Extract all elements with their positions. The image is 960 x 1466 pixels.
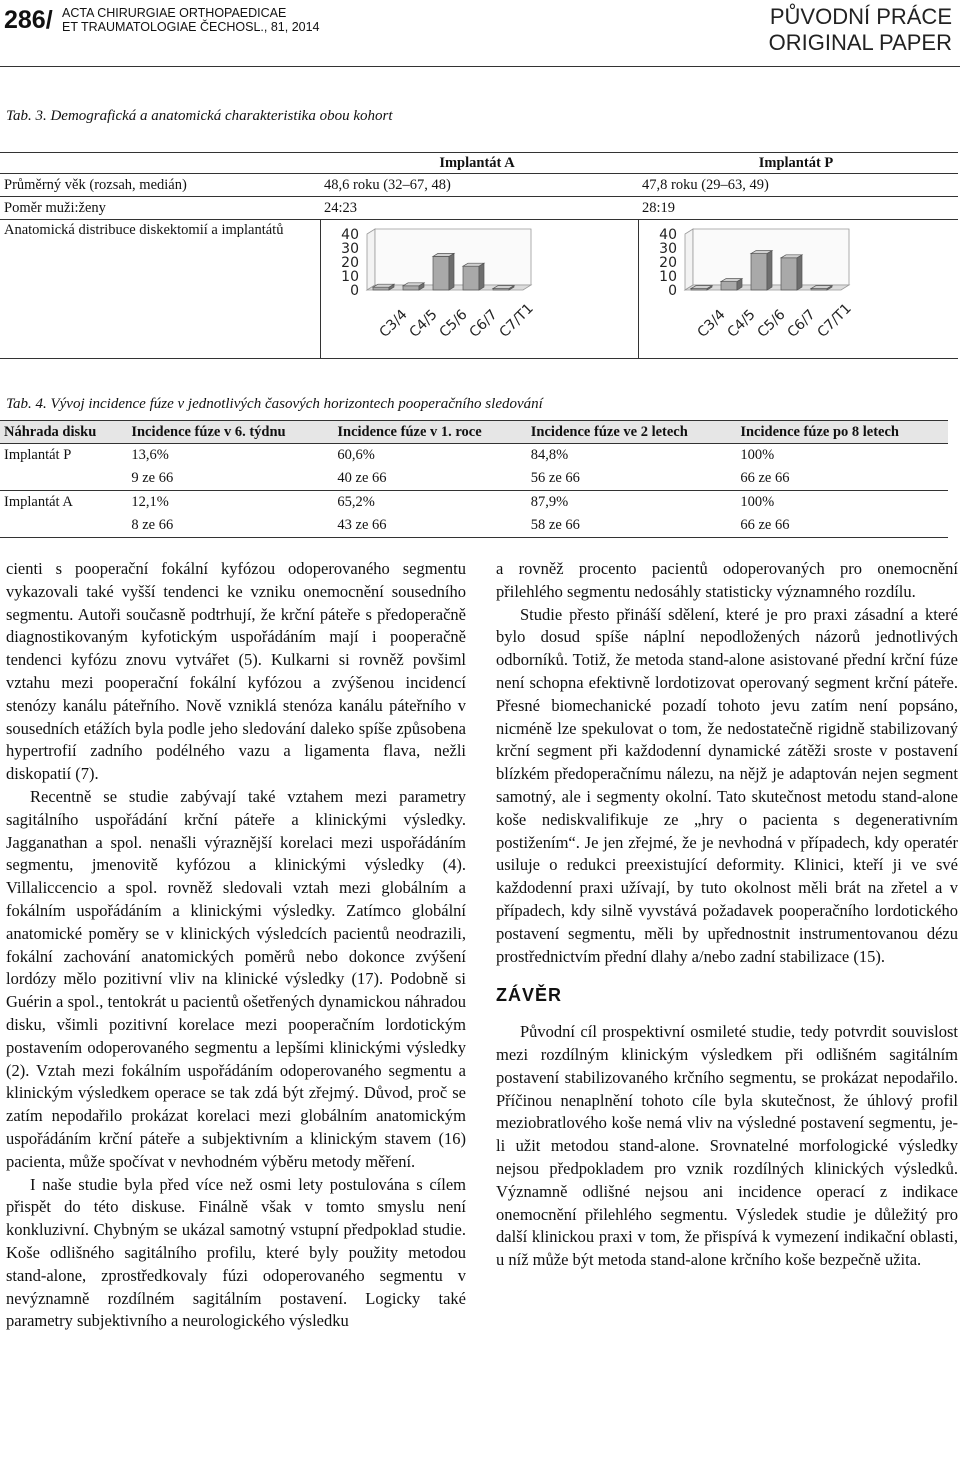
article-type (769, 4, 952, 56)
conclusion-paragraph: Původní cíl prospektivní osmileté studie, tedy potvrdit souvislost mezi rozdílným klinickým výsledkem při odlišném sagitálním postavení stabilizovaného krčního segmentu, se prokázat nepodařilo. Příčinou nenaplnění tohoto cíle byla skutečnost, že úhlový profil meziobratlového koše nemá vliv na výsledné postavení segmentu, je-li užit metodou stand-alone. Srovnatelné morfologické výsledky nejsou předpokladem pro vznik rozdílných klinických výsledků. Významně odlišné nejsou ani incidence operací z indikace onemocnění přilehlého segmentu. Výsledek studie je důležitý pro další klinickou praxi v tom, že přispívá k vymezení indikační oblasti, u níž může být metoda stand-alone krčního koše bezpečně užita. (496, 1022, 958, 1270)
table3-cell-a: 48,6 roku (32–67, 48) (320, 174, 638, 197)
bar-side (449, 253, 454, 290)
table4 (0, 420, 948, 538)
journal-name (62, 6, 320, 34)
x-tick-label: C5/6 (754, 306, 789, 341)
x-tick-label: C7/T1 (496, 300, 537, 341)
y-tick-label: 10 (658, 269, 677, 285)
chart-bar (433, 253, 454, 290)
table3-cell-p: 47,8 roku (29–63, 49) (638, 174, 958, 197)
x-tick-label: C4/5 (724, 306, 759, 341)
table3 (0, 152, 958, 359)
table4-cell: 13,6% (131, 447, 169, 463)
bar-front (403, 286, 419, 290)
table-row (0, 491, 948, 515)
table4-cell: 87,9% (530, 494, 569, 510)
chart-bar (463, 263, 484, 290)
table-row (0, 444, 948, 468)
table4-header: Incidence fúze po 8 letech (736, 421, 948, 444)
x-tick-label: C7/T1 (814, 300, 855, 341)
x-tick-label: C6/7 (466, 306, 501, 341)
bar-front (373, 287, 389, 290)
table4-cell: 100% (740, 494, 775, 510)
y-tick-label: 0 (349, 283, 359, 299)
article-type-czech: PŮVODNÍ PRÁCE (769, 4, 952, 29)
table4-cell: Implantát P (4, 447, 72, 463)
y-tick-label: 40 (658, 227, 677, 243)
right-text-column (496, 558, 958, 1272)
y-tick-label: 30 (340, 241, 359, 257)
paragraph: I naše studie byla před více než osmi lety postulována s cílem přispět do této diskuse. Finálně však v tomto smyslu není konkluzivní. Chybným se ukázal samotný vstupní předpoklad studie. Koše odlišného sagitálního profilu, které byly použity metodou stand-alone, zprostředkovaly fúzi odoperovaného segmentu v nevýznamně rozdílném sagitálním postavení. Logicky také parametry subjektivního a neurologického výsledku (6, 1174, 466, 1331)
paragraph: Studie přesto přináší sdělení, které je pro praxi zásadní a které bylo dosud spíše náplní nepodložených názorů jednotlivých odborníků. Totiž, že metoda stand-alone asistované přední krční fúze není schopna efektivně lordotizovat operovaný segment krční páteře. Přesné biomechanické pozadí tohoto jevu zatím není popsáno, nicméně lze spekulovat o tom, že nedostatečně rigidně stabilizovaný krční segment při každodenní dynamické zátěži sroste v postavení blízkém předoperačnímu nálezu, na nějž je adaptován nejen segment samotný, ale i segmenty okolní. Tato skutečnost metodu stand-alone koše nediskvalifikuje ze „hry o pacienta s degenerativním postižením“. Je jen zřejmé, že je nevhodná v případech, kdy operatér usiluje o redukci preexistující deformity. Klinici, kteří ji ve své každodenní praxi užívají, by tuto okolnost měli brát na zřetel a v případech, kdy silně vyvstává požadavek pooperačního lordotického postavení segmentu, měli by upřednostnit instrumentovanou dézu prostřednictvím přední dlahy a/nebo zadní stabilizace (15). (496, 604, 958, 966)
table4-caption: Tab. 4. Vývoj incidence fúze v jednotlivých časových horizontech pooperačního sledování (6, 396, 543, 412)
conclusion-heading: ZÁVĚR (496, 985, 563, 1006)
y-tick-label: 30 (658, 241, 677, 257)
paragraph: Recentně se studie zabývají také vztahem mezi parametry sagitálního uspořádání krční páteře a klinickými výsledky. Jagganathan a spol. nenašli výraznější korelaci mezi uspořádáním segmentu, jmenovitě kyfózou a klinickými výsledky (4). Villaliccencio a spol. rovněž sledovali vztah mezi globálním a fokálním uspořádáním a klinickými výsledky. Zatímco globální anatomické poměry se v klinických výsledcích pacientů neodrazili, fokální zachování anatomických poměrů nebo dokonce zvýšení lordózy mělo pozitivní vliv na klinické výsledky (17). Podobně si Guérin a spol., tentokrát u pacientů ošetřených dynamickou náhradou disku, všimli pozitivní korelace mezi pooperačním lordotickým postavením odoperovaného segmentu a lepšími klinickými výsledky (2). Vztah mezi fokálním uspořádáním odoperovaného segmentu a klinickým výsledkem operace se tak zdá být zřejmý. Důvod, proč se zatím nepodařilo prokázat korelaci mezi globálním anatomickým uspořádáním krční páteře a subjektivním a klinickým stavem (16) pacienta, může spočívat v nevhodném výběru metody měření. (6, 786, 466, 1171)
bar-chart-implant-p (643, 222, 883, 354)
table3-row-label: Průměrný věk (rozsah, medián) (0, 174, 320, 197)
journal-line-1: ACTA CHIRURGIAE ORTHOPAEDICAE (62, 6, 287, 20)
table-row (0, 514, 948, 538)
table4-cell: 43 ze 66 (333, 514, 526, 538)
table4-header: Incidence fúze v 6. týdnu (127, 421, 333, 444)
article-type-english: ORIGINAL PAPER (768, 30, 952, 55)
bar-front (463, 266, 479, 290)
table4-cell: 58 ze 66 (527, 514, 737, 538)
table3-cell-p: 28:19 (638, 197, 958, 220)
table4-cell (0, 514, 127, 538)
table4-cell: Implantát A (4, 494, 73, 510)
table3-header-implant-a: Implantát A (320, 153, 638, 174)
table4-header: Náhrada disku (0, 421, 127, 444)
chart-side-wall (367, 229, 375, 290)
journal-line-2: ET TRAUMATOLOGIAE ČECHOSL., 81, 2014 (62, 20, 320, 34)
chart-side-wall (685, 229, 693, 290)
table4-cell (0, 467, 127, 491)
table4-cell: 8 ze 66 (127, 514, 333, 538)
table3-header-empty (0, 153, 320, 174)
bar-side (797, 255, 802, 290)
bar-front (721, 282, 737, 290)
table4-cell: 66 ze 66 (736, 514, 948, 538)
paragraph: cienti s pooperační fokální kyfózou odoperovaného segmentu vykazovali také vyšší tendenci ke vzniku onemocnění sousedního segmentu. Autoři současně podtrhují, že krční páteře s předoperačně diagnostikovaným kyfotickým uspořádáním mají i pooperačně tendenci kyfózu znovu vytvářet (5). Kulkarni si rovněž povšiml vztahu mezi pooperační fokální kyfózou a zvýšenou incidencí stenózy kanálu páteřního. Nově vzniklá stenóza kanálu páteřního v sousedních etážích byla podle jeho sledování daleko spíše způsobena hypertrofií zadního podélného vazu a ligamenta flava, nežli diskopatií (7). (6, 559, 466, 784)
y-tick-label: 10 (340, 269, 359, 285)
table-row (0, 467, 948, 491)
left-text-column (6, 558, 466, 1333)
table3-cell-a: 24:23 (320, 197, 638, 220)
y-tick-label: 40 (340, 227, 359, 243)
bar-front (781, 258, 797, 290)
bar-front (751, 254, 767, 290)
table4-cell: 40 ze 66 (333, 467, 526, 491)
y-tick-label: 0 (667, 283, 677, 299)
table3-header-implant-p: Implantát P (638, 153, 958, 174)
chart-bar (403, 283, 424, 290)
table4-cell: 56 ze 66 (527, 467, 737, 491)
table3-row-label: Poměr muži:ženy (0, 197, 320, 220)
table4-cell: 66 ze 66 (736, 467, 948, 491)
table4-cell: 84,8% (530, 447, 569, 463)
paragraph: a rovněž procento pacientů odoperovaných pro onemocnění přilehlého segmentu nedosáhly statisticky významného rozdílu. (496, 559, 958, 601)
y-tick-label: 20 (340, 255, 359, 271)
table3-caption: Tab. 3. Demografická a anatomická charakteristika obou kohort (6, 108, 393, 124)
table4-cell: 9 ze 66 (127, 467, 333, 491)
table-row (0, 174, 958, 197)
x-tick-label: C4/5 (406, 306, 441, 341)
table-row (0, 197, 958, 220)
chart-cell-implant-a (320, 220, 638, 359)
x-tick-label: C3/4 (694, 306, 729, 341)
chart-bar (721, 279, 742, 290)
table4-header: Incidence fúze v 1. roce (333, 421, 526, 444)
table4-cell: 100% (740, 447, 775, 463)
chart-bar (781, 255, 802, 290)
page-header (0, 0, 960, 66)
bar-side (479, 263, 484, 290)
bar-chart-implant-a (325, 222, 565, 354)
table-row (0, 220, 958, 359)
table4-header: Incidence fúze ve 2 letech (527, 421, 737, 444)
y-tick-label: 20 (658, 255, 677, 271)
header-divider (0, 66, 960, 67)
table4-cell: 60,6% (337, 447, 375, 463)
x-tick-label: C3/4 (376, 306, 411, 341)
x-tick-label: C6/7 (784, 306, 819, 341)
chart-cell-implant-p (638, 220, 958, 359)
table3-chart-row-label: Anatomická distribuce diskektomií a implantátů (0, 220, 320, 359)
bar-front (433, 256, 449, 290)
table4-cell: 65,2% (337, 494, 375, 510)
chart-bar (373, 284, 394, 290)
x-tick-label: C5/6 (436, 306, 471, 341)
page-number: 286/ (4, 6, 53, 34)
table4-cell: 12,1% (131, 494, 169, 510)
bar-side (767, 251, 772, 290)
chart-bar (751, 251, 772, 290)
